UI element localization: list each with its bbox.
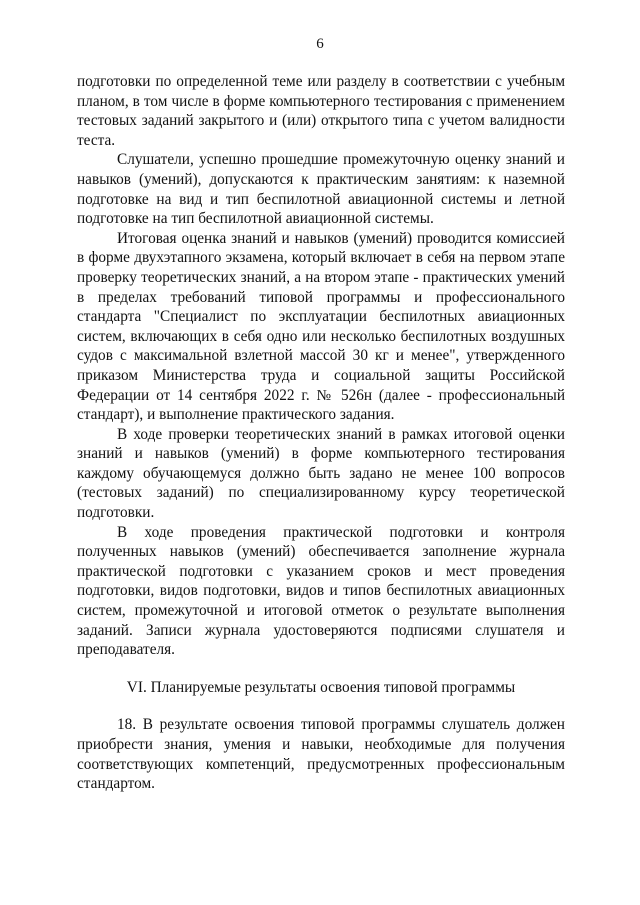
paragraph-theory-testing: В ходе проверки теоретических знаний в рамках итоговой оценки знаний и навыков (умений) в форме компьютерного тестирования каждому обучающемуся должно быть задано не менее 100 вопросов (тестовых заданий) по специализированному курсу теоретической подготовки. <box>77 425 565 522</box>
document-body <box>77 72 565 794</box>
page-number: 6 <box>316 36 324 52</box>
paragraph-practical-journal: В ходе проведения практической подготовки и контроля полученных навыков (умений) обеспечивается заполнение журнала практической подготовки с указанием сроков и мест проведения подготовки, видов подготовки, видов и типов беспилотных авиационных систем, промежуточной и итоговой отметок о результате выполнения заданий. Записи журнала удостоверяются подписями слушателя и преподавателя. <box>77 523 565 659</box>
paragraph-continued: подготовки по определенной теме или разделу в соответствии с учебным планом, в том числе в форме компьютерного тестирования с применением тестовых заданий закрытого и (или) открытого типа с учетом валидности теста. <box>77 73 565 149</box>
paragraph-final-assessment: Итоговая оценка знаний и навыков (умений) проводится комиссией в форме двухэтапного экзамена, который включает в себя на первом этапе проверку теоретических знаний, а на втором этапе - практических умений в пределах требований типовой программы и профессионального стандарта "Специалист по эксплуатации беспилотных авиационных систем, включающих в себя одно или несколько беспилотных воздушных судов с максимальной взлетной массой 30 кг и менее", утвержденного приказом Министерства труда и социальной защиты Российской Федерации от 14 сентября 2022 г. № 526н (далее - профессиональный стандарт), и выполнение практического задания. <box>77 229 565 424</box>
section-heading: VI. Планируемые результаты освоения типовой программы <box>126 678 516 696</box>
paragraph-outcomes: 18. В результате освоения типовой программы слушатель должен приобрести знания, умения и навыки, необходимые для получения соответствующих компетенций, предусмотренных профессиональным стандартом. <box>77 716 565 793</box>
paragraph-intermediate-assessment: Слушатели, успешно прошедшие промежуточную оценку знаний и навыков (умений), допускаются к практическим занятиям: к наземной подготовке на вид и тип беспилотной авиационной системы и летной подготовке на тип беспилотной авиационной системы. <box>77 151 565 228</box>
